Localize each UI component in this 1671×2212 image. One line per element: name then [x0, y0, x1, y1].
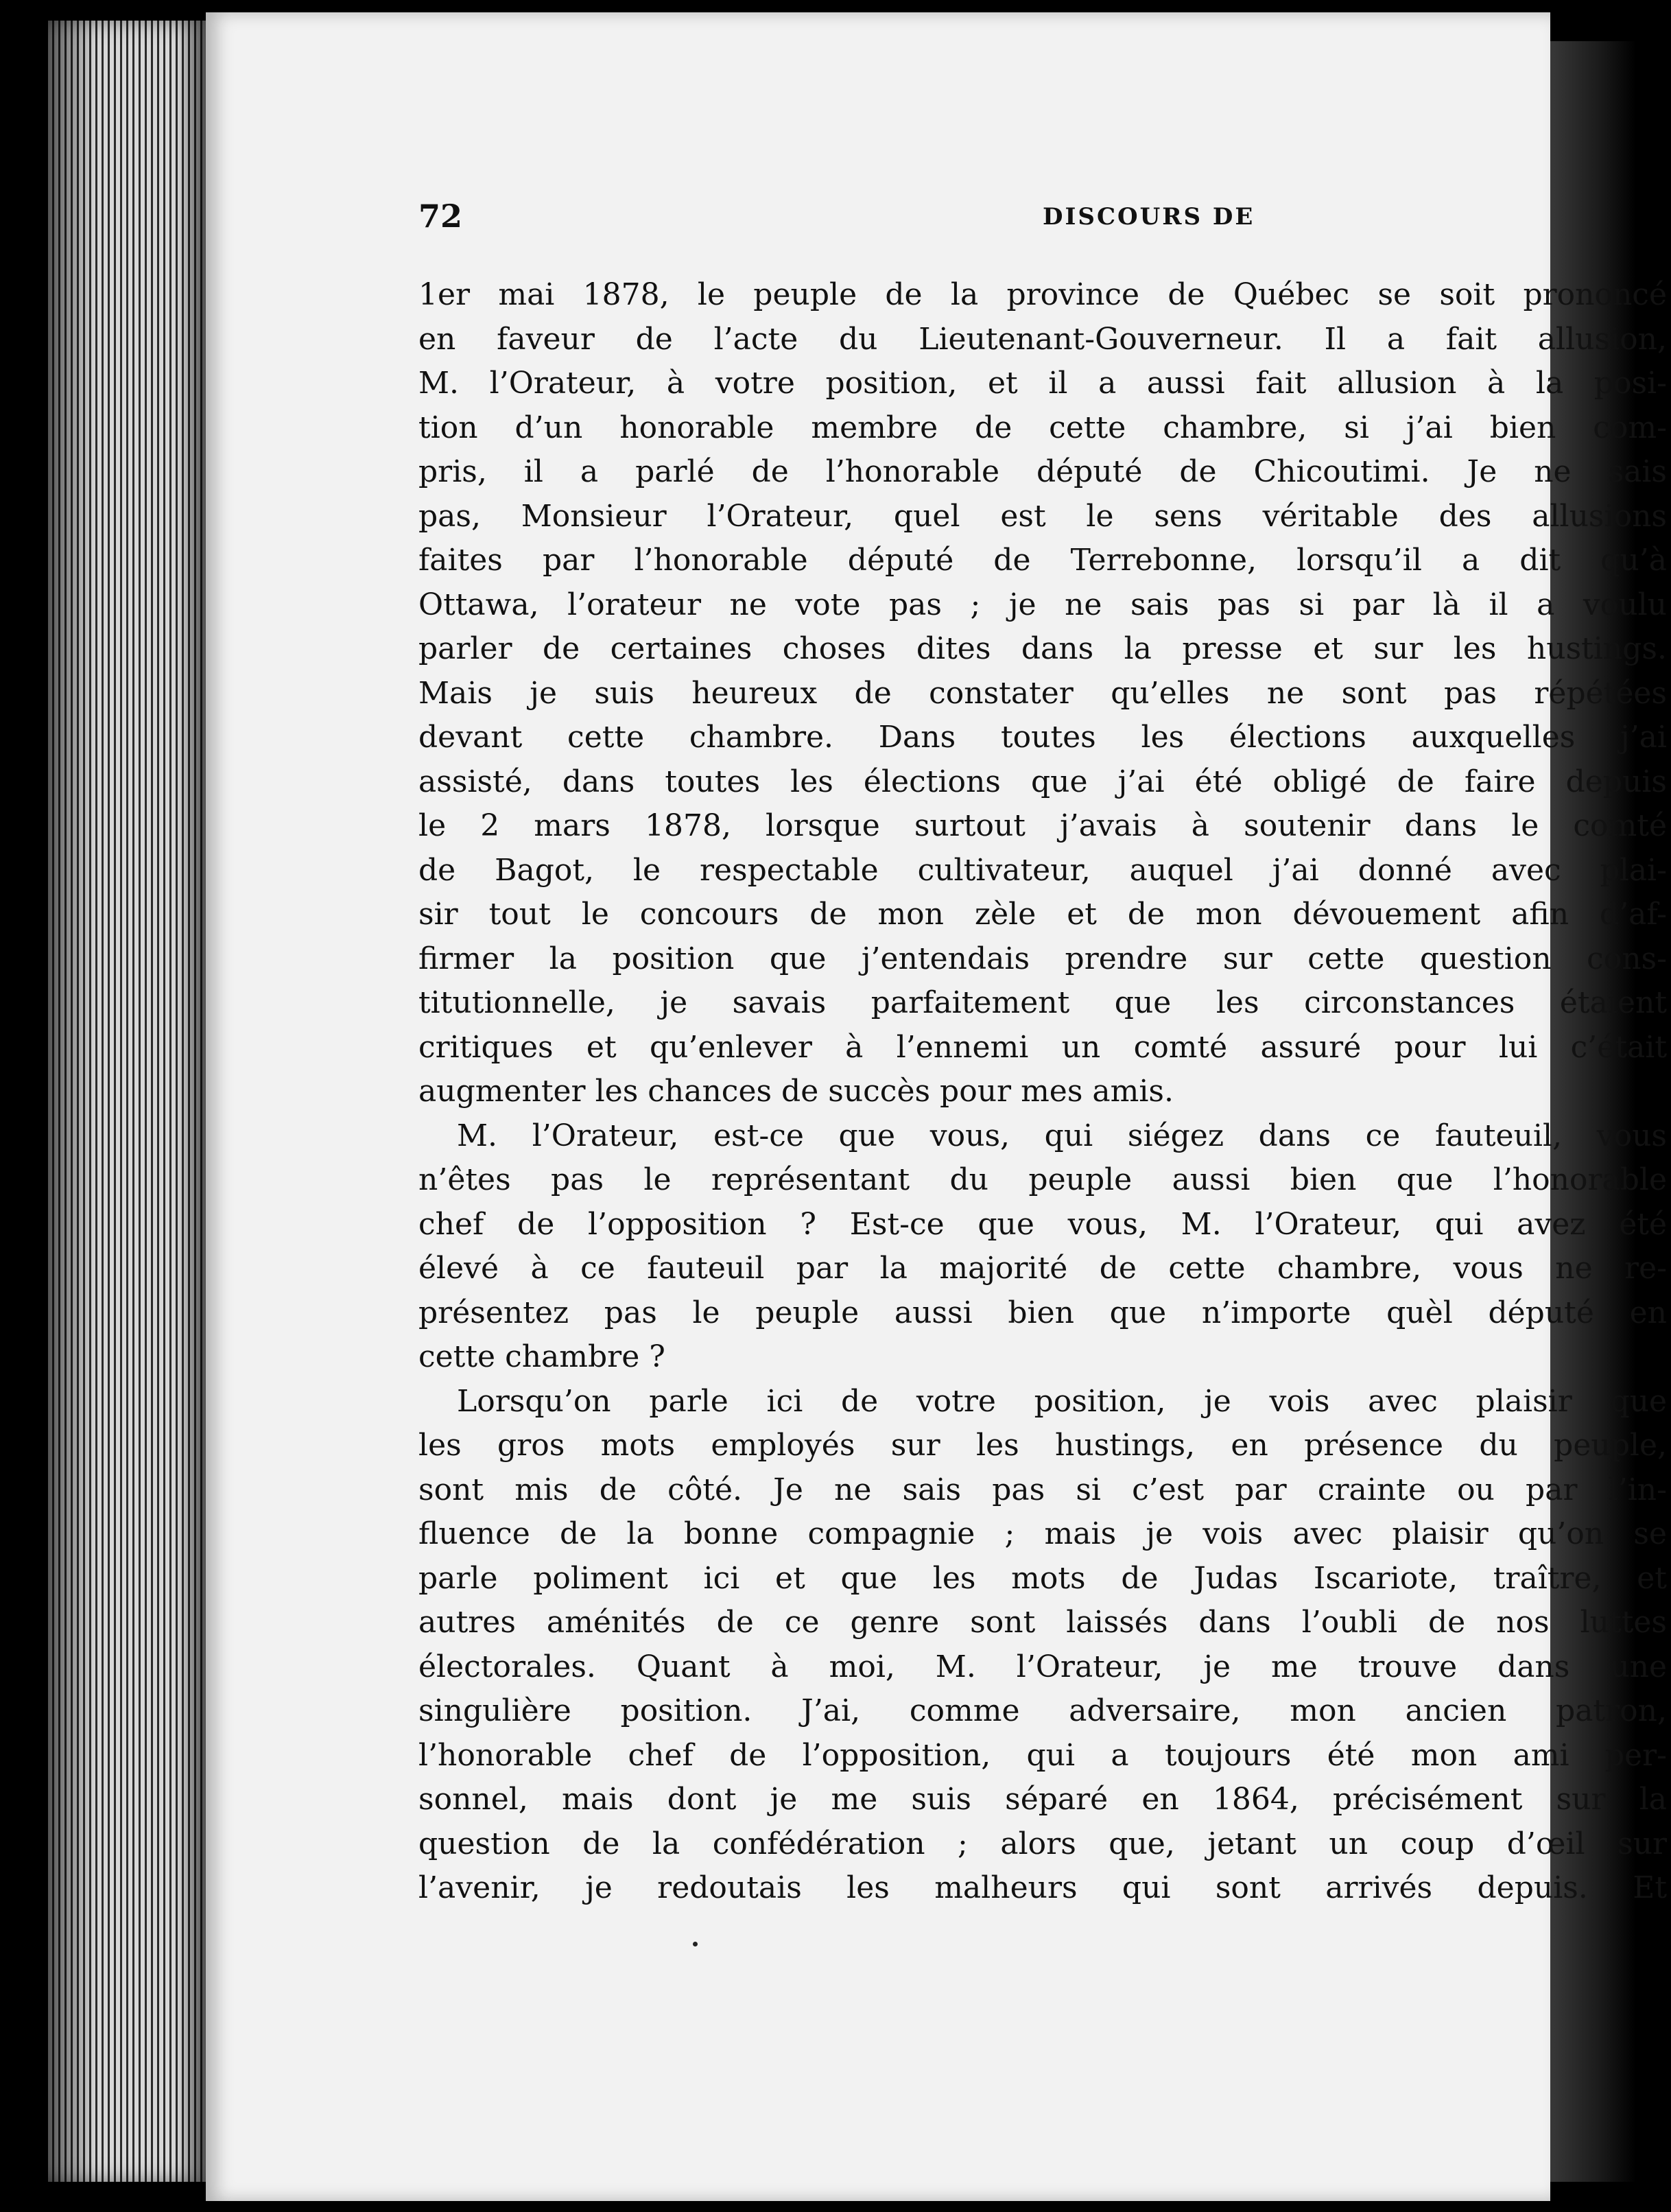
text-line: fluence de la bonne compagnie ; mais je vois avec plaisir qu’on se — [418, 1516, 1667, 1551]
text-line: question de la confédération ; alors que, jetant un coup d’œil sur — [418, 1826, 1667, 1861]
text-line: devant cette chambre. Dans toutes les élections auxquelles j’ai — [418, 720, 1667, 755]
running-title: DISCOURS DE — [1043, 203, 1255, 231]
paragraph-2 — [418, 1114, 1667, 1380]
text-line: augmenter les chances de succès pour mes amis. — [418, 1074, 1174, 1109]
book-edge-shadow — [48, 21, 209, 2182]
text-line: Ottawa, l’orateur ne vote pas ; je ne sais pas si par là il a voulu — [418, 587, 1667, 622]
book-page — [206, 12, 1667, 2201]
text-line: 1er mai 1878, le peuple de la province de Québec se soit prononcé — [418, 277, 1667, 312]
text-line: en faveur de l’acte du Lieutenant-Gouverneur. Il a fait allusion, — [418, 321, 1667, 357]
text-line: faites par l’honorable député de Terrebonne, lorsqu’il a dit qu’à — [418, 543, 1667, 578]
text-line: parle poliment ici et que les mots de Judas Iscariote, traître, et — [418, 1560, 1667, 1596]
text-line: pris, il a parlé de l’honorable député de Chicoutimi. Je ne sais — [418, 454, 1667, 489]
text-line: de Bagot, le respectable cultivateur, auquel j’ai donné avec plai- — [418, 852, 1667, 888]
text-line: pas, Monsieur l’Orateur, quel est le sens véritable des allusions — [418, 498, 1667, 534]
text-line: assisté, dans toutes les élections que j’ai été obligé de faire depuis — [418, 764, 1667, 799]
paragraph-1 — [418, 273, 1667, 1114]
text-line: sont mis de côté. Je ne sais pas si c’est par crainte ou par l’in- — [418, 1472, 1667, 1507]
text-line: Mais je suis heureux de constater qu’elles ne sont pas répétées — [418, 675, 1667, 711]
text-line: sonnel, mais dont je me suis séparé en 1864, précisément sur la — [418, 1782, 1667, 1817]
print-speck — [693, 1942, 698, 1946]
text-line: tion d’un honorable membre de cette chambre, si j’ai bien com- — [418, 410, 1667, 445]
text-line: Lorsqu’on parle ici de votre position, je vois avec plaisir que — [457, 1383, 1667, 1419]
text-line: électorales. Quant à moi, M. l’Orateur, je me trouve dans une — [418, 1649, 1667, 1684]
text-line: l’avenir, je redoutais les malheurs qui sont arrivés depuis. Et — [418, 1870, 1667, 1905]
text-line: élevé à ce fauteuil par la majorité de cette chambre, vous ne re- — [418, 1251, 1667, 1286]
text-line: critiques et qu’enlever à l’ennemi un comté assuré pour lui c’était — [418, 1029, 1667, 1065]
text-line: n’êtes pas le représentant du peuple aussi bien que l’honorable — [418, 1162, 1667, 1197]
text-line: présentez pas le peuple aussi bien que n’importe quèl député en — [418, 1295, 1667, 1330]
text-line: chef de l’opposition ? Est-ce que vous, M. l’Orateur, qui avez été — [418, 1206, 1667, 1242]
paragraph-3 — [418, 1380, 1667, 1911]
text-line: M. l’Orateur, à votre position, et il a aussi fait allusion à la posi- — [418, 366, 1667, 401]
text-line: parler de certaines choses dites dans la presse et sur les hustings. — [418, 631, 1667, 666]
text-line: titutionnelle, je savais parfaitement que les circonstances étaient — [418, 985, 1667, 1020]
page-number: 72 — [418, 198, 463, 235]
text-line: les gros mots employés sur les hustings, en présence du peuple, — [418, 1428, 1667, 1463]
text-line: l’honorable chef de l’opposition, qui a toujours été mon ami per- — [418, 1737, 1667, 1773]
body-text — [418, 273, 1667, 1911]
text-line: singulière position. J’ai, comme adversaire, mon ancien patron, — [418, 1693, 1667, 1728]
text-line: firmer la position que j’entendais prendre sur cette question cons- — [418, 941, 1667, 976]
text-line: cette chambre ? — [418, 1339, 665, 1374]
text-line: autres aménités de ce genre sont laissés dans l’oubli de nos luttes — [418, 1605, 1667, 1640]
running-head — [206, 198, 1550, 239]
text-line: le 2 mars 1878, lorsque surtout j’avais à soutenir dans le comté — [418, 808, 1667, 843]
text-line: M. l’Orateur, est-ce que vous, qui siégez dans ce fauteuil, vous — [457, 1118, 1667, 1153]
text-line: sir tout le concours de mon zèle et de mon dévouement afin d’af- — [418, 897, 1667, 932]
